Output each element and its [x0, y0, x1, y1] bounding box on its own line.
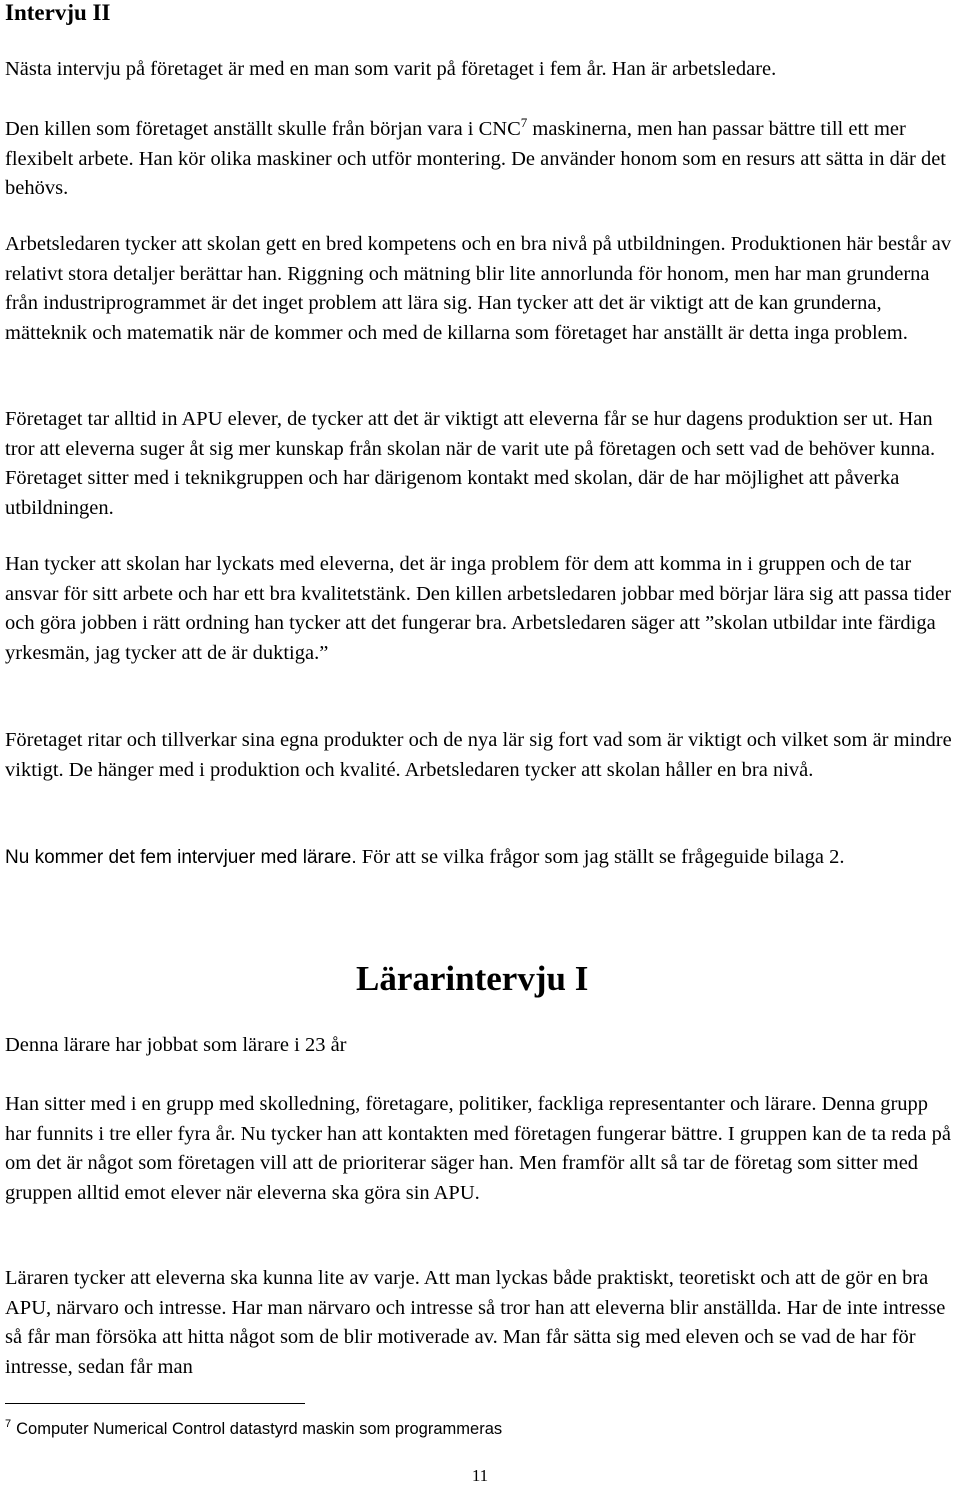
- paragraph-cnc-text-a: Den killen som företaget anställt skulle från början vara i CNC: [5, 118, 521, 140]
- section-title: Lärarintervju I: [356, 959, 589, 998]
- paragraph-competence: Arbetsledaren tycker att skolan gett en bred kompetens och en bra nivå på utbildningen. Produktionen här består av relativt stora detaljer berättar han. Riggning och mätning blir lite annorlunda för honom, men har man grunderna från industriprogrammet är det inget problem att lära sig. Han tycker att det är viktigt att de kan grunderna, mätteknik och matematik när de kommer och med de killarna som företaget har anställt är detta inga problem.: [5, 233, 952, 344]
- paragraph-cnc: [5, 115, 955, 204]
- paragraph-products: Företaget ritar och tillverkar sina egna produkter och de nya lär sig fort vad som är viktigt och vilket som är mindre viktigt. De hänger med i produktion och kvalité. Arbetsledaren tycker att skolan håller en bra nivå.: [5, 729, 952, 781]
- footnote: [5, 1418, 502, 1440]
- paragraph-teacher-years: Denna lärare har jobbat som lärare i 23 år: [5, 1034, 347, 1056]
- paragraph-apu: Företaget tar alltid in APU elever, de tycker att det är viktigt att eleverna får se hur dagens produktion ser ut. Han tror att eleverna suger åt sig mer kunskap från skolan när de varit ute på företagen och sett vad de behöver kunna. Företaget sitter med i teknikgruppen och har därigenom kontakt med skolan, där de har möjlighet att påverka utbildningen.: [5, 408, 936, 519]
- page-number: 11: [471, 1466, 489, 1485]
- paragraph-transition-text-b: För att se vilka frågor som jag ställt se frågeguide bilaga 2.: [356, 846, 845, 868]
- paragraph-transition: [5, 843, 955, 873]
- paragraph-success: Han tycker att skolan har lyckats med eleverna, det är inga problem för dem att komma in i gruppen och de tar ansvar för sitt arbete och har ett bra kvalitetstänk. Den killen arbetsledaren jobbar med börjar lära sig att passa tider och göra jobben i rätt ordning han tycker att det fungerar bra. Arbetsledaren säger att ”skolan utbildar inte färdiga yrkesmän, jag tycker att de är duktiga.”: [5, 553, 952, 664]
- paragraph-intro: Nästa intervju på företaget är med en man som varit på företaget i fem år. Han är arbetsledare.: [5, 58, 777, 80]
- paragraph-transition-text-a: Nu kommer det fem intervjuer med lärare.: [5, 847, 357, 868]
- page-heading: Intervju II: [5, 0, 111, 25]
- paragraph-cnc-text-b: maskinerna, men han passar bättre till ett mer flexibelt arbete. Han kör olika maskiner och utför montering. De använder honom som en resurs att sätta in där det behövs.: [5, 118, 946, 199]
- footnote-text: Computer Numerical Control datastyrd maskin som programmeras: [16, 1420, 503, 1438]
- paragraph-teacher-opinion: Läraren tycker att eleverna ska kunna lite av varje. Att man lyckas både praktiskt, teoretiskt och att de gör en bra APU, närvaro och intresse. Har man närvaro och intresse så tror han att eleverna blir anställda. Har de inte intresse så får man försöka att hitta något som de blir motiverade av. Man får sätta sig med eleven och se vad de har för intresse, sedan får man: [5, 1267, 946, 1378]
- footnote-mark: 7: [5, 1418, 12, 1430]
- footnote-divider: [5, 1403, 305, 1404]
- footnote-reference[interactable]: 7: [520, 115, 528, 130]
- paragraph-teacher-group: Han sitter med i en grupp med skolledning, företagare, politiker, fackliga representanter och lärare. Denna grupp har funnits i tre eller fyra år. Nu tycker han att kontakten med företagen fungerar bättre. I gruppen kan de ta reda på om det är något som företagen vill att de prioriterar säger han. Men framför allt så tar de företag som sitter med gruppen alltid emot elever när eleverna ska göra sin APU.: [5, 1093, 952, 1204]
